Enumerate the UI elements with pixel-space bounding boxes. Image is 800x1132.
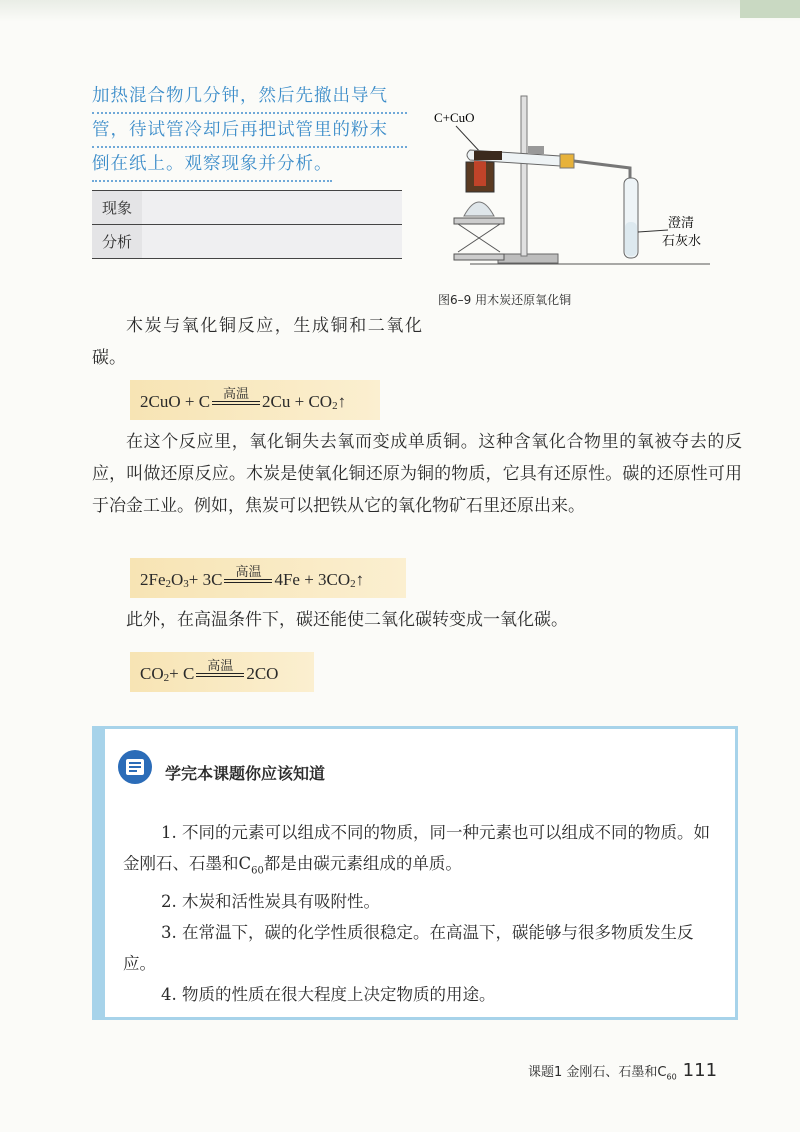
summary-point-text: 都是由碳元素组成的单质。	[263, 854, 462, 873]
footer-chapter: 课题1 金刚石、石墨和C	[528, 1065, 667, 1080]
summary-points	[123, 817, 723, 1010]
equation-carbon-dioxide	[130, 652, 314, 692]
equation-iron-oxide	[130, 558, 406, 598]
equation-text: 2Cu + CO	[262, 392, 333, 411]
table-label-phenomenon: 现象	[92, 191, 142, 225]
equation-text: ↑	[355, 570, 365, 589]
limewater-leader	[638, 230, 668, 232]
summary-point-text: 1. 不同的元素可以组成不同的物质，同一种元素也可以组成不同的物质。如金刚石、石墨和C	[123, 823, 710, 873]
equation-text: 2Fe	[140, 570, 166, 589]
subscript: 2	[163, 672, 170, 684]
summary-box	[92, 726, 738, 1020]
page-number: 111	[682, 1060, 718, 1081]
equation-text: + 3C	[188, 570, 223, 589]
reaction-condition	[196, 659, 244, 684]
condition-label: 高温	[223, 387, 250, 402]
stand-rod	[521, 96, 527, 256]
lab-jack	[454, 218, 504, 260]
observation-table	[92, 190, 402, 259]
table-cell-phenomenon	[142, 191, 402, 225]
summary-point: 3. 在常温下，碳的化学性质很稳定。在高温下，碳能够与很多物质发生反应。	[123, 923, 694, 974]
equation-text: CO	[140, 664, 164, 683]
limewater-tube	[624, 178, 638, 258]
equation-copper-oxide	[130, 380, 380, 420]
reaction-condition	[212, 387, 260, 412]
clamp	[528, 146, 544, 154]
paragraph-co2: 此外，在高温条件下，碳还能使二氧化碳转变成一氧化碳。	[126, 610, 568, 630]
handwritten-line: 管，待试管冷却后再把试管里的粉末	[92, 114, 407, 148]
summary-title: 学完本课题你应该知道	[165, 764, 326, 783]
subscript: 2	[165, 578, 171, 590]
equation-text: ↑	[337, 392, 347, 411]
handwritten-line: 倒在纸上。观察现象并分析。	[92, 148, 332, 182]
subscript: 2	[350, 578, 356, 590]
summary-book-icon	[117, 749, 153, 785]
figure-label-reactants: C+CuO	[434, 110, 475, 125]
equation-text: 2CuO + C	[140, 392, 211, 411]
subscript: 2	[332, 400, 338, 412]
figure-label-limewater-1: 澄清	[668, 216, 695, 231]
equation-text: 4Fe + 3CO	[274, 570, 351, 589]
page-footer	[528, 1060, 717, 1082]
summary-point: 2. 木炭和活性炭具有吸附性。	[161, 892, 380, 912]
stand-base	[498, 254, 558, 263]
equation-text: O	[171, 570, 184, 589]
subscript: 60	[251, 865, 264, 877]
condition-label: 高温	[207, 659, 234, 674]
figure-label-limewater-2: 石灰水	[662, 234, 702, 249]
subscript: 3	[183, 578, 189, 590]
summary-point: 4. 物质的性质在很大程度上决定物质的用途。	[161, 985, 496, 1005]
equation-text: + C	[169, 664, 195, 683]
page-top-strip	[0, 0, 800, 22]
table-label-analysis: 分析	[92, 225, 142, 259]
condition-label: 高温	[235, 565, 262, 580]
summary-point	[123, 817, 723, 886]
top-corner-tab	[740, 0, 800, 18]
reaction-condition	[224, 565, 272, 590]
apparatus-figure	[430, 92, 720, 277]
equation-text: 2CO	[246, 664, 279, 683]
delivery-tube	[574, 161, 630, 252]
handwritten-line: 加热混合物几分钟，然后先撤出导气	[92, 80, 407, 114]
figure-leader-line	[456, 126, 482, 154]
paragraph-reduction: 在这个反应里，氧化铜失去氧而变成单质铜。这种含氧化合物里的氧被夺去的反应，叫做还原反应。木炭是使氧化铜还原为铜的物质，它具有还原性。碳的还原性可用于冶金工业。例如，焦炭可以把铁从它的氧化物矿石里还原出来。	[92, 432, 742, 516]
paragraph-intro: 木炭与氧化铜反应，生成铜和二氧化碳。	[92, 316, 422, 368]
subscript: 60	[666, 1072, 677, 1082]
table-cell-analysis	[142, 225, 402, 259]
summary-accent-bar	[95, 729, 105, 1017]
figure-caption: 图6–9 用木炭还原氧化铜	[438, 293, 572, 307]
handwritten-instruction	[92, 80, 407, 182]
